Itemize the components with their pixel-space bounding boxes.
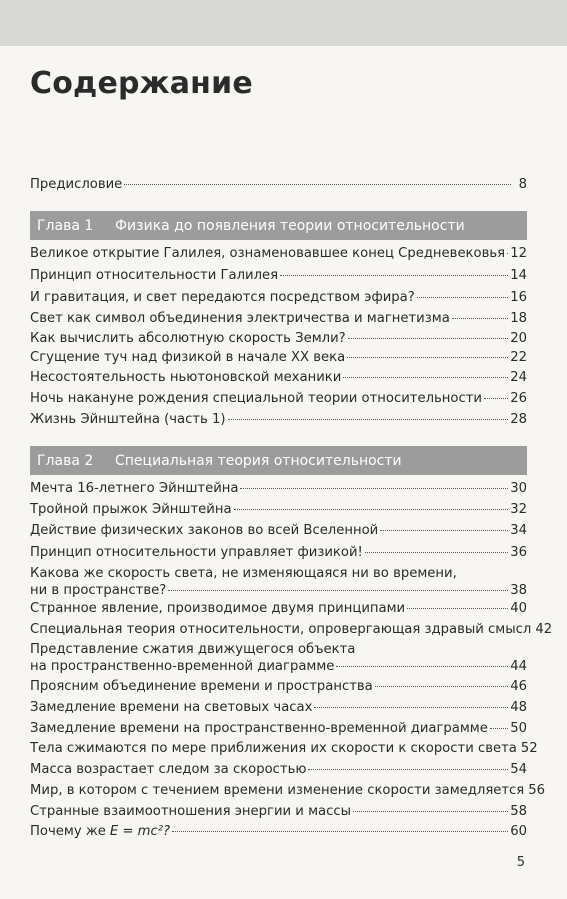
entry-title: Проясним объединение времени и пространства	[30, 679, 373, 694]
toc-entry[interactable]	[30, 246, 527, 262]
entry-title: Ночь накануне рождения специальной теории относительности	[30, 391, 483, 406]
dot-leader	[417, 297, 508, 298]
chapter-header-1[interactable]	[30, 211, 527, 240]
dot-leader	[308, 769, 508, 770]
entry-title: Предисловие	[30, 177, 123, 192]
entry-title-continued: ни в пространстве?	[30, 583, 167, 598]
toc-entry[interactable]	[30, 679, 527, 695]
dot-leader	[407, 608, 508, 609]
entry-page: 42	[535, 622, 553, 637]
entry-title: Замедление времени на световых часах	[30, 700, 313, 715]
chapter-label: Глава 1	[37, 217, 94, 234]
entry-title: Странные взаимоотношения энергии и массы	[30, 804, 352, 819]
page-title: Содержание	[30, 66, 253, 101]
toc-entry-preface[interactable]	[30, 177, 527, 193]
entry-page: 40	[510, 601, 527, 616]
toc-entry[interactable]	[30, 700, 527, 716]
dot-leader	[380, 530, 508, 531]
entry-page: 18	[510, 311, 527, 326]
entry-title: Великое открытие Галилея, ознаменовавшее конец Средневековья	[30, 246, 506, 261]
entry-page: 26	[510, 391, 527, 406]
entry-title: Сгущение туч над физикой в начале XX века	[30, 350, 346, 365]
entry-page: 44	[510, 659, 527, 674]
dot-leader	[168, 590, 508, 591]
dot-leader	[336, 666, 508, 667]
entry-formula: E = mc²?	[109, 824, 170, 839]
chapter-label: Глава 2	[37, 452, 94, 469]
toc-entry[interactable]	[30, 523, 527, 539]
chapter-title: Физика до появления теории относительности	[115, 217, 465, 234]
dot-leader	[375, 686, 508, 687]
toc-entry[interactable]	[30, 481, 527, 497]
chapter-title: Специальная теория относительности	[115, 452, 402, 469]
entry-page: 36	[510, 545, 527, 560]
entry-page: 28	[510, 412, 527, 427]
entry-title: Тела сжимаются по мере приближения их скорости к скорости света	[30, 741, 517, 756]
toc-entry[interactable]	[30, 290, 527, 306]
toc-entry[interactable]	[30, 642, 527, 675]
dot-leader	[240, 488, 508, 489]
toc-entry[interactable]	[30, 502, 527, 518]
entry-title: Специальная теория относительности, опровергающая здравый смысл	[30, 622, 532, 637]
dot-leader	[365, 552, 508, 553]
dot-leader	[348, 338, 509, 339]
page-number: 5	[516, 855, 525, 870]
toc-entry[interactable]	[30, 601, 527, 617]
entry-page: 48	[510, 700, 527, 715]
entry-title: Принцип относительности Галилея	[30, 268, 279, 283]
dot-leader	[353, 811, 508, 812]
entry-title: Мир, в котором с течением времени изменение скорости замедляется	[30, 783, 525, 798]
toc-entry[interactable]	[30, 622, 553, 638]
toc-entry[interactable]	[30, 721, 527, 737]
toc-entry[interactable]	[30, 824, 527, 840]
dot-leader	[490, 728, 508, 729]
entry-title: Странное явление, производимое двумя принципами	[30, 601, 406, 616]
dot-leader	[347, 357, 508, 358]
entry-page: 52	[520, 741, 538, 756]
toc-entry[interactable]	[30, 762, 527, 778]
dot-leader	[228, 419, 509, 420]
entry-page: 14	[510, 268, 527, 283]
entry-page: 54	[510, 762, 527, 777]
dot-leader	[484, 398, 508, 399]
entry-title: Принцип относительности управляет физикой!	[30, 545, 363, 560]
entry-page: 34	[510, 523, 527, 538]
entry-title: Мечта 16-летнего Эйнштейна	[30, 481, 239, 496]
dot-leader	[343, 377, 508, 378]
entry-title: Замедление времени на пространственно-временной диаграмме	[30, 721, 488, 736]
entry-page: 30	[510, 481, 527, 496]
toc-entry[interactable]	[30, 268, 527, 284]
dot-leader	[172, 831, 508, 832]
entry-title: Представление сжатия движущегося объекта	[30, 642, 356, 657]
toc-entry[interactable]	[30, 311, 527, 327]
toc-entry[interactable]	[30, 331, 527, 347]
toc-entry[interactable]	[30, 741, 538, 757]
top-gray-band	[0, 0, 567, 46]
entry-page: 60	[510, 824, 527, 839]
entry-page: 20	[510, 331, 527, 346]
entry-title: Несостоятельность ньютоновской механики	[30, 370, 342, 385]
entry-title: Действие физических законов во всей Вселенной	[30, 523, 379, 538]
entry-page: 38	[510, 583, 527, 598]
toc-entry[interactable]	[30, 350, 527, 366]
dot-leader	[234, 509, 509, 510]
dot-leader	[280, 275, 508, 276]
entry-title: Масса возрастает следом за скоростью	[30, 762, 307, 777]
entry-title: Почему же	[30, 824, 106, 839]
entry-page: 12	[510, 246, 527, 261]
entry-page: 8	[518, 177, 527, 192]
entry-title: Тройной прыжок Эйнштейна	[30, 502, 232, 517]
toc-entry[interactable]	[30, 783, 546, 799]
dot-leader	[452, 318, 508, 319]
toc-entry[interactable]	[30, 370, 527, 386]
toc-entry[interactable]	[30, 412, 527, 428]
entry-page: 24	[510, 370, 527, 385]
entry-page: 56	[528, 783, 546, 798]
entry-title: Свет как символ объединения электричества и магнетизма	[30, 311, 450, 326]
entry-page: 16	[510, 290, 527, 305]
entry-page: 50	[510, 721, 527, 736]
entry-title: Как вычислить абсолютную скорость Земли?	[30, 331, 346, 346]
dot-leader	[124, 184, 511, 185]
toc-entry[interactable]	[30, 566, 527, 599]
chapter-header-2[interactable]	[30, 446, 527, 475]
dot-leader	[314, 707, 508, 708]
entry-title: Какова же скорость света, не изменяющаяся ни во времени,	[30, 566, 457, 581]
entry-page: 22	[510, 350, 527, 365]
dot-leader	[507, 253, 508, 254]
toc-entry[interactable]	[30, 545, 527, 561]
entry-title: Жизнь Эйнштейна (часть 1)	[30, 412, 226, 427]
entry-page: 58	[510, 804, 527, 819]
entry-title: И гравитация, и свет передаются посредством эфира?	[30, 290, 415, 305]
entry-page: 32	[510, 502, 527, 517]
toc-entry[interactable]	[30, 391, 527, 407]
toc-entry[interactable]	[30, 804, 527, 820]
entry-page: 46	[510, 679, 527, 694]
entry-title-continued: на пространственно-временной диаграмме	[30, 659, 335, 674]
